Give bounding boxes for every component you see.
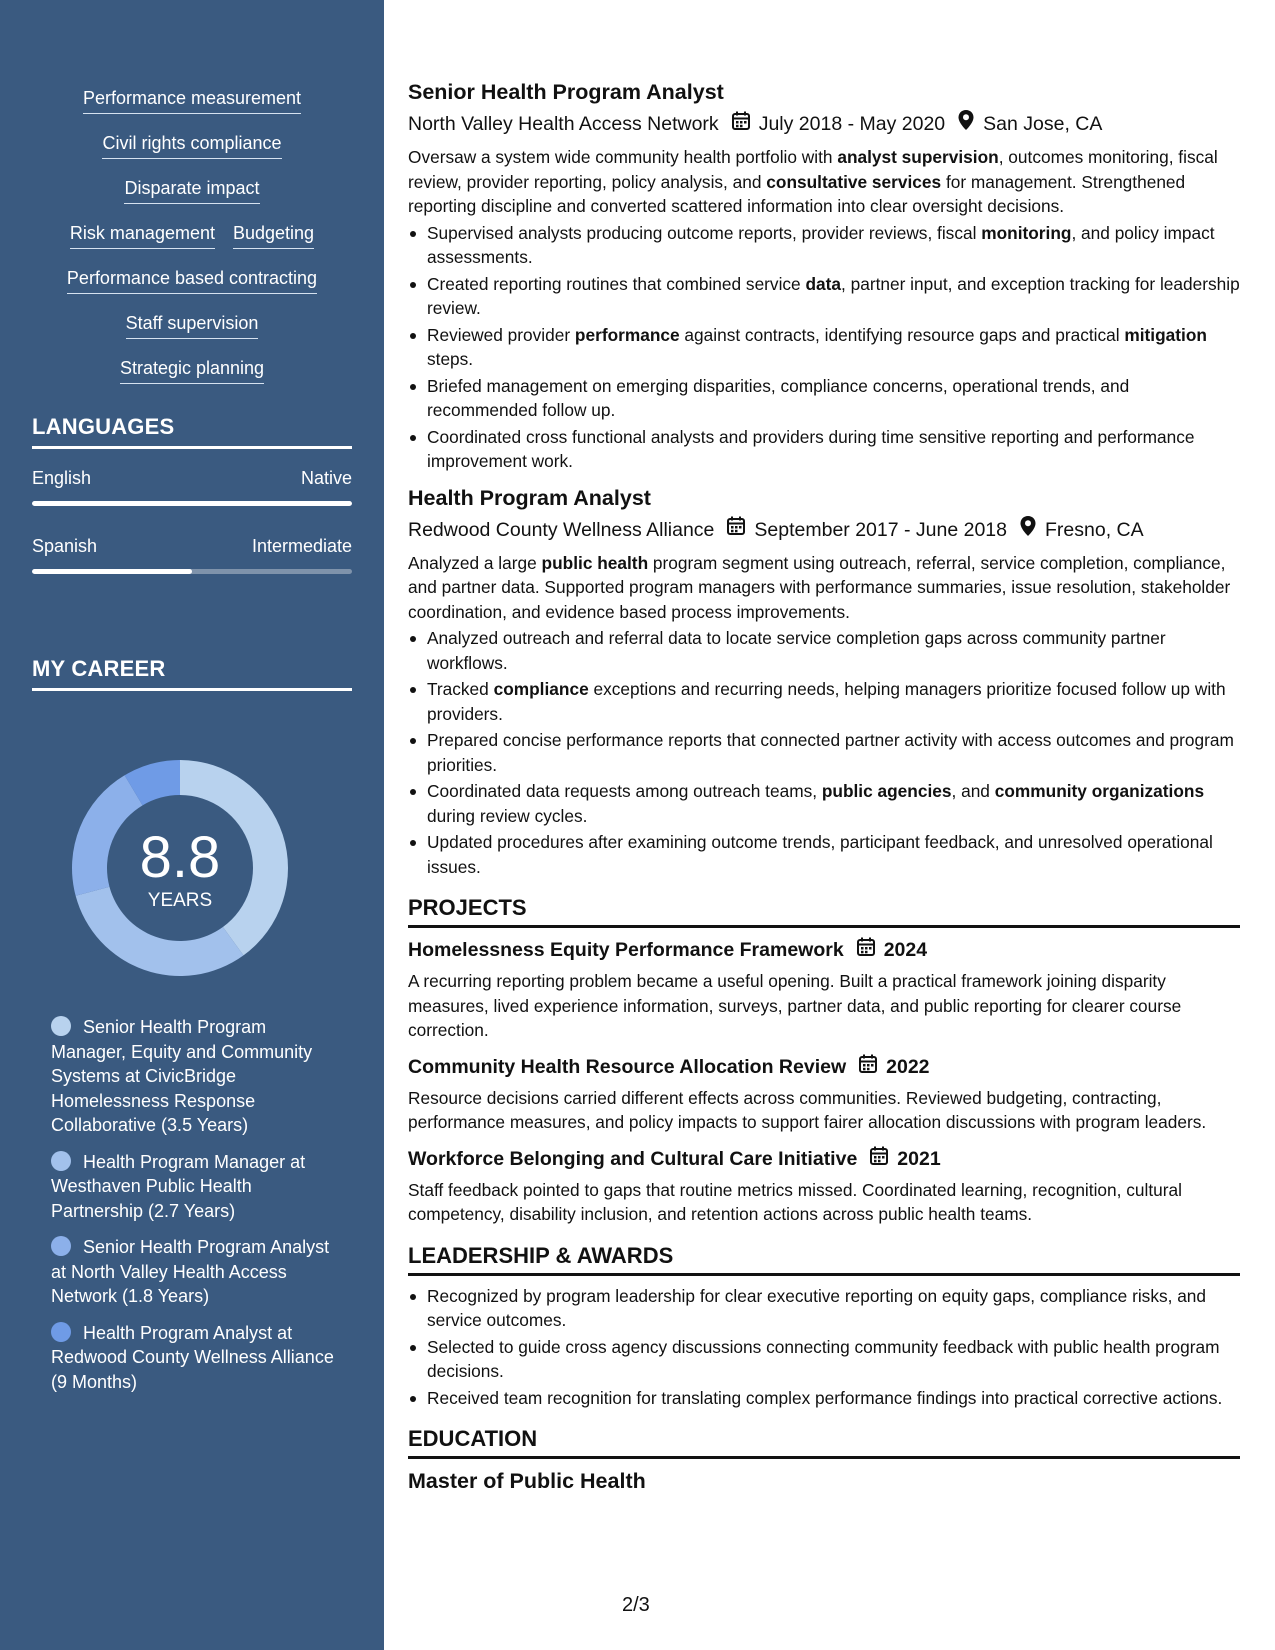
job-company: Redwood County Wellness Alliance [408,518,715,541]
career-list [51,1015,341,1406]
project-header [408,1145,1240,1174]
job-entry [408,484,1240,880]
skill-tag: Performance based contracting [67,266,317,294]
career-years-label: YEARS [147,890,213,911]
job-dates: July 2018 - May 2020 [758,113,946,135]
language-level: Native [300,468,352,488]
job-location: San Jose, CA [983,113,1103,135]
language-name: English [32,468,92,488]
skill-tag: Risk management [70,221,215,249]
calendar-icon [856,936,876,965]
education-heading: EDUCATION [408,1426,1240,1459]
award-item: Received team recognition for translating complex performance findings into practical corrective actions. [408,1386,1240,1411]
career-item-text: Health Program Analyst at Redwood County Wellness Alliance (9 Months) [51,1322,334,1392]
career-heading: MY CAREER [32,656,352,691]
sidebar [0,0,384,1650]
page-number: 2/3 [622,1594,650,1616]
project-entry [408,1053,1240,1135]
job-bullet: Reviewed provider performance against contracts, identifying resource gaps and practical mitigation steps. [408,323,1240,372]
skill-row [0,311,384,356]
project-title: Homelessness Equity Performance Framework [408,939,844,961]
project-header [408,1053,1240,1082]
language-bar [32,501,352,506]
career-total-years: 8.8 [139,825,221,890]
job-bullets [408,221,1240,474]
career-donut-chart [64,752,296,984]
language-bar [32,569,352,574]
project-entry [408,936,1240,1043]
experience-list [408,78,1240,879]
skill-row [0,86,384,131]
skill-row [0,221,384,266]
project-title: Workforce Belonging and Cultural Care Initiative [408,1147,858,1170]
language-bar-fill [32,501,352,506]
job-bullet: Updated procedures after examining outcome trends, participant feedback, and unresolved operational issues. [408,830,1240,879]
career-item [51,1321,341,1395]
award-item: Recognized by program leadership for clear executive reporting on equity gaps, compliance risks, and service outcomes. [408,1284,1240,1333]
job-meta [408,109,1240,139]
job-bullet: Created reporting routines that combined service data, partner input, and exception tracking for leadership review. [408,272,1240,321]
skill-row [0,176,384,221]
skill-tag: Civil rights compliance [102,131,281,159]
skill-row [0,356,384,401]
language-level: Intermediate [251,536,352,556]
calendar-icon [869,1145,889,1174]
calendar-icon [731,110,751,139]
career-item-text: Senior Health Program Analyst at North Valley Health Access Network (1.8 Years) [51,1237,330,1306]
language-spanish [32,536,352,574]
main-content [408,78,1240,1495]
career-item [51,1015,341,1138]
project-year: 2021 [897,1147,941,1170]
awards-list [408,1284,1240,1411]
skill-row [0,266,384,311]
job-bullet: Supervised analysts producing outcome reports, provider reviews, fiscal monitoring, and policy impact assessments. [408,221,1240,270]
award-item: Selected to guide cross agency discussions connecting community feedback with public health program decisions. [408,1335,1240,1384]
skill-tag: Budgeting [233,221,314,249]
calendar-icon [858,1053,878,1082]
project-description: Resource decisions carried different effects across communities. Reviewed budgeting, contracting, performance measures, and policy impacts to support fairer allocation discussions with program leaders. [408,1087,1207,1132]
projects-list [408,936,1240,1227]
career-item [51,1235,341,1309]
job-bullet: Tracked compliance exceptions and recurring needs, helping managers prioritize focused follow up with providers. [408,677,1240,726]
legend-dot-icon [51,1151,71,1171]
languages-heading: LANGUAGES [32,414,352,449]
job-summary: Oversaw a system wide community health portfolio with analyst supervision, outcomes monitoring, fiscal review, provider reporting, policy analysis, and consultative services for management. Strengthened reporting discipline and converted scattered information into clear oversight decisions. [408,147,1218,216]
job-title: Senior Health Program Analyst [408,80,724,104]
education-degree: Master of Public Health [408,1469,646,1493]
language-english [32,468,352,506]
job-title: Health Program Analyst [408,485,651,510]
job-bullet: Prepared concise performance reports that connected partner activity with access outcomes and program priorities. [408,728,1240,777]
career-item-text: Health Program Manager at Westhaven Public Health Partnership (2.7 Years) [51,1151,306,1221]
job-dates: September 2017 - June 2018 [754,518,1008,541]
project-title: Community Health Resource Allocation Review [408,1055,847,1078]
job-company: North Valley Health Access Network [408,113,719,135]
language-bar-fill [32,569,192,574]
job-bullet: Briefed management on emerging disparities, compliance concerns, operational trends, and recommended follow up. [408,374,1240,423]
project-year: 2022 [886,1055,930,1078]
projects-heading: PROJECTS [408,895,1240,928]
job-summary: Analyzed a large public health program segment using outreach, referral, service completion, compliance, and partner data. Supported program managers with performance summaries, issue resolution, stakeholder coordination, and evidence based process improvements. [408,552,1231,622]
project-description: A recurring reporting problem became a useful opening. Built a practical framework joining disparity measures, lived experience information, surveys, partner data, and public reporting for clearer course correction. [408,971,1182,1040]
skills-list [0,86,384,401]
skill-tag: Staff supervision [126,311,259,339]
job-location: Fresno, CA [1045,518,1144,541]
skill-tag: Disparate impact [124,176,259,204]
job-bullet: Analyzed outreach and referral data to locate service completion gaps across community partner workflows. [408,626,1240,675]
career-item-text: Senior Health Program Manager, Equity and Community Systems at CivicBridge Homelessness Response Collaborative (3.5 Years) [51,1017,313,1135]
legend-dot-icon [51,1016,71,1036]
job-bullets [408,626,1240,879]
location-pin-icon [957,109,975,139]
location-pin-icon [1019,515,1037,545]
language-name: Spanish [32,536,98,556]
legend-dot-icon [51,1322,71,1342]
career-item [51,1150,341,1224]
skill-row [0,131,384,176]
legend-dot-icon [51,1236,71,1256]
job-entry [408,78,1240,474]
job-bullet: Coordinated cross functional analysts and providers during time sensitive reporting and performance improvement work. [408,425,1240,474]
project-year: 2024 [883,939,928,961]
awards-heading: LEADERSHIP & AWARDS [408,1243,1240,1276]
skill-tag: Performance measurement [83,86,301,114]
project-header [408,936,1240,965]
calendar-icon [726,515,746,544]
job-bullet: Coordinated data requests among outreach teams, public agencies, and community organizations during review cycles. [408,779,1240,828]
skill-tag: Strategic planning [120,356,264,384]
project-description: Staff feedback pointed to gaps that routine metrics missed. Coordinated learning, recognition, cultural competency, disability inclusion, and retention actions across public health teams. [408,1179,1182,1224]
job-meta [408,515,1240,545]
project-entry [408,1145,1240,1227]
